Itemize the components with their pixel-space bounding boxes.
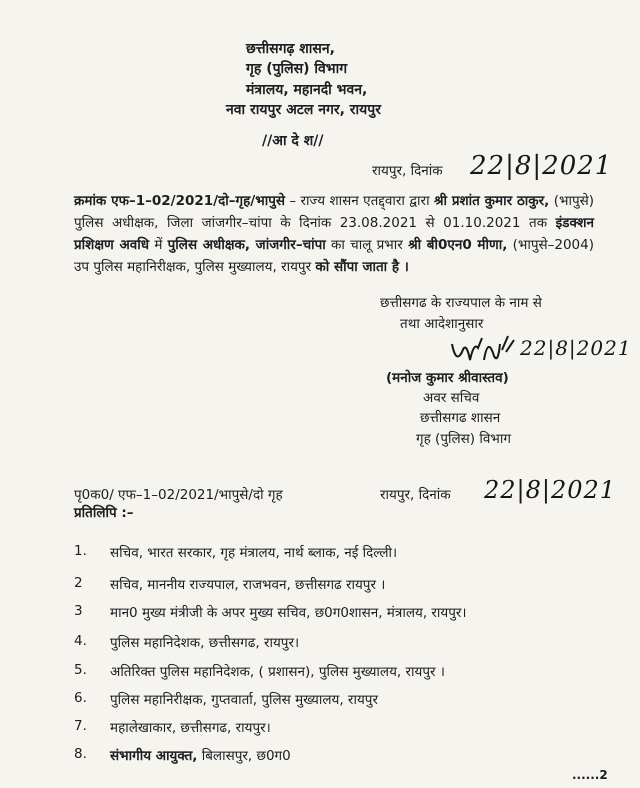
order-title: //आ दे श// (262, 133, 324, 149)
order-number: क्रमांक एफ–1–02/2021/दो–गृह/भापुसे (74, 193, 285, 209)
copy-label: प्रतिलिपि :– (74, 505, 134, 521)
recipient-number: 1. (74, 543, 87, 559)
order-text-6: का चालू प्रभार (325, 237, 409, 253)
signatory-dept-1: छत्तीसगढ शासन (420, 410, 501, 426)
order-text-7: (भापुसे–2004) उप पुलिस महानिरीक्षक, पुलिस मुख्यालय, रायपुर (74, 237, 594, 275)
authority-line-2: तथा आदेशानुसार (400, 316, 484, 332)
endorsement-number: पृ0क0/ एफ–1–02/2021/भापुसे/दो गृह (74, 487, 283, 503)
recipient-bold-text: संभागीय आयुक्त, (110, 748, 198, 764)
header-line-3: मंत्रालय, महानदी भवन, (246, 82, 368, 98)
recipient-text: महालेखाकार, छत्तीसगढ, रायपुर। (110, 720, 271, 736)
recipient-text: सचिव, भारत सरकार, गृह मंत्रालय, नार्थ ब्लाक, नई दिल्ली। (110, 545, 398, 561)
header-line-4: नवा रायपुर अटल नगर, रायपुर (226, 102, 381, 118)
order-text-2: (भापुसे) पुलिस अधीक्षक, जिला जांजगीर–चांपा के दिनांक 23.08.2021 से 01.10.2021 तक (74, 193, 595, 231)
order-text-4: में (149, 237, 168, 253)
handwritten-date: 22|8|2021 (470, 151, 613, 181)
date-label: रायपुर, दिनांक (372, 163, 443, 179)
header-line-2: गृह (पुलिस) विभाग (246, 61, 348, 77)
header-line-1: छत्तीसगढ़ शासन, (246, 41, 335, 57)
signatory-name: (मनोज कुमार श्रीवास्तव) (386, 370, 509, 386)
recipient-number: 7. (74, 718, 87, 734)
recipient-number: 4. (74, 633, 87, 649)
signatory-designation: अवर सचिव (423, 390, 480, 406)
recipient-number: 6. (74, 690, 87, 706)
recipient-text: सचिव, माननीय राज्यपाल, राजभवन, छत्तीसगढ रायपुर । (110, 577, 386, 593)
endorsement-date-label: रायपुर, दिनांक (380, 487, 451, 503)
recipient-text (110, 746, 291, 764)
recipient-text: पुलिस महानिदेशक, छत्तीसगढ, रायपुर। (110, 635, 300, 651)
recipient-text: मान0 मुख्य मंत्रीजी के अपर मुख्य सचिव, छ0ग0शासन, मंत्रालय, रायपुर। (110, 605, 467, 621)
officer-name: श्री प्रशांत कुमार ठाकुर, (433, 193, 550, 209)
endorsement-handwritten-date: 22|8|2021 (484, 476, 617, 504)
recipient-text: अतिरिक्त पुलिस महानिदेशक, ( प्रशासन), पुलिस मुख्यालय, रायपुर । (110, 664, 445, 680)
recipient-number: 5. (74, 662, 87, 678)
signature-scribble (448, 330, 518, 370)
recipient-number: 8. (74, 746, 87, 762)
order-paragraph (74, 190, 594, 278)
page-marker: ......2 (572, 768, 608, 782)
recipient-rest-text: बिलासपुर, छ0ग0 (197, 748, 291, 764)
recipient-number: 2 (74, 575, 83, 591)
recipient-number: 3 (74, 603, 83, 619)
order-text-8: को सौंपा जाता है । (315, 259, 409, 275)
authority-line-1: छत्तीसगढ के राज्यपाल के नाम से (380, 295, 542, 311)
recipient-text: पुलिस महानिरीक्षक, गुप्तवार्ता, पुलिस मुख्यालय, रायपुर (110, 692, 378, 708)
order-text-1: – राज्य शासन एतद्द्वारा द्वारा (285, 193, 434, 209)
signatory-dept-2: गृह (पुलिस) विभाग (416, 431, 511, 447)
order-text-3: इंडक्शन प्रशिक्षण अवधि (74, 215, 594, 253)
signature-date: 22|8|2021 (520, 336, 632, 360)
order-text-5: पुलिस अधीक्षक, जांजगीर–चांपा (167, 237, 326, 253)
other-officer-name: श्री बी0एन0 मीणा, (408, 237, 508, 253)
